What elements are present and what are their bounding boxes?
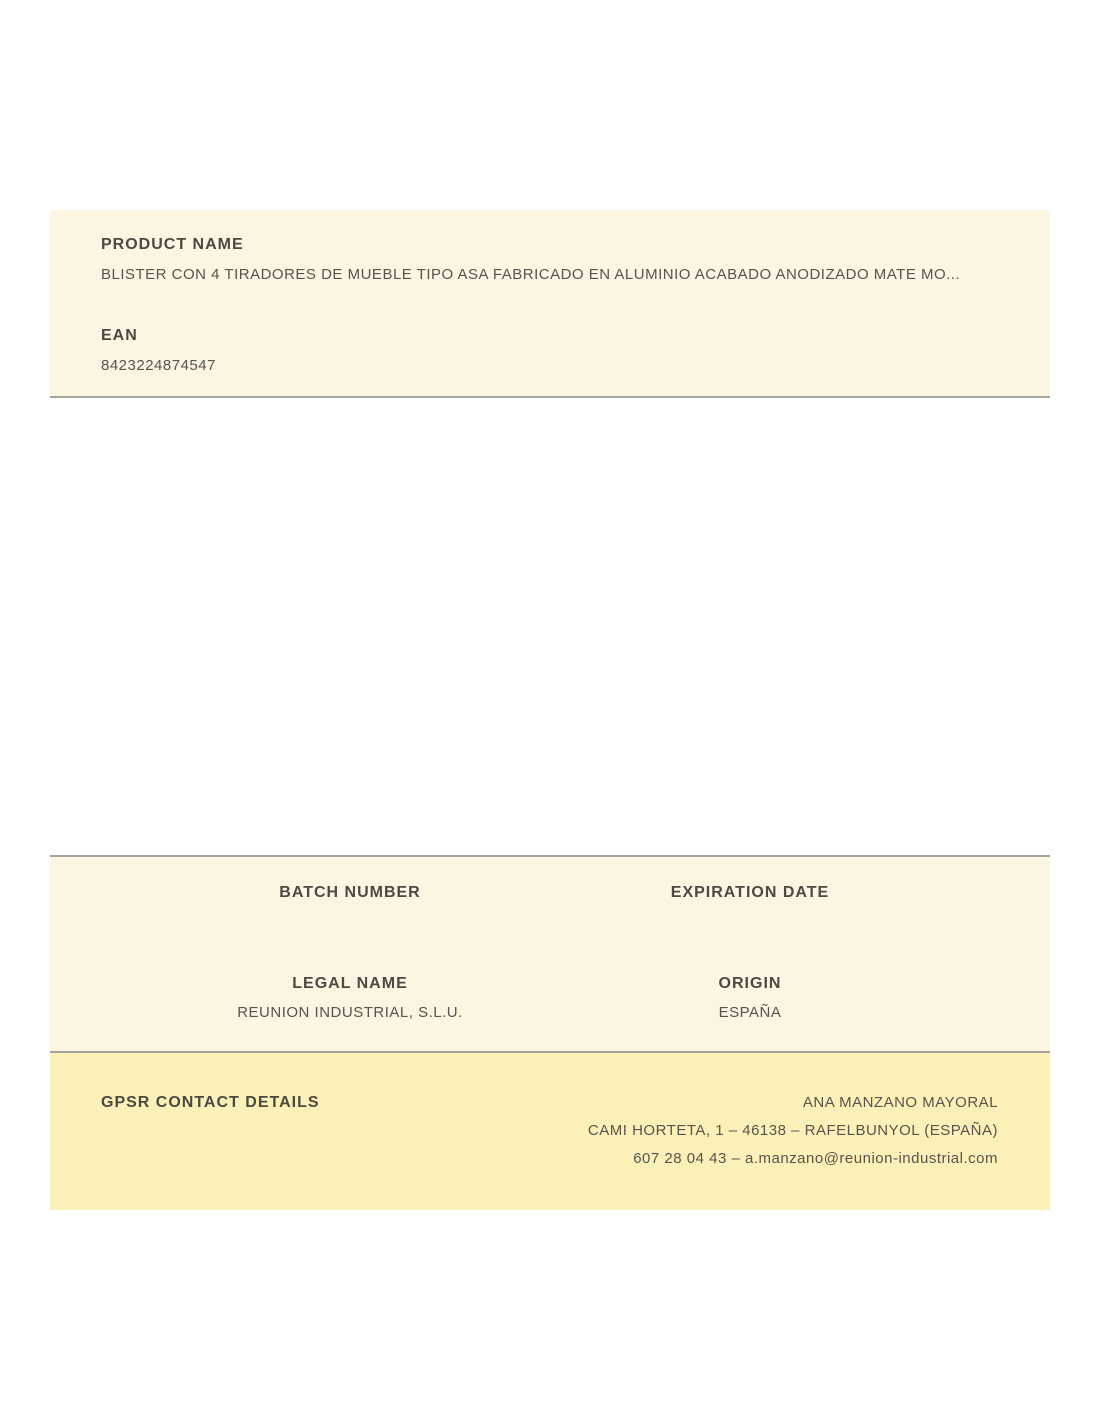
gpsr-section	[50, 1053, 1050, 1210]
batch-number-value	[150, 912, 550, 932]
origin-label: ORIGIN	[718, 975, 782, 992]
legal-name-field	[150, 974, 550, 1023]
gpsr-contact-phone-email: 607 28 04 43 – a.manzano@reunion-industrial.com	[633, 1150, 998, 1167]
ean-field	[101, 326, 1005, 376]
details-grid	[50, 857, 1050, 1023]
gpsr-contact-address: CAMI HORTETA, 1 – 46138 – RAFELBUNYOL (ESPAÑA)	[587, 1122, 998, 1139]
product-name-label: PRODUCT NAME	[101, 236, 244, 253]
gpsr-contact-name: ANA MANZANO MAYORAL	[802, 1094, 998, 1111]
batch-number-label: BATCH NUMBER	[279, 884, 421, 901]
expiration-date-label: EXPIRATION DATE	[670, 884, 830, 901]
details-section	[50, 855, 1050, 1053]
ean-value: 8423224874547	[101, 357, 216, 374]
expiration-date-value	[550, 912, 950, 932]
origin-value: ESPAÑA	[718, 1004, 782, 1021]
legal-name-label: LEGAL NAME	[292, 975, 408, 992]
origin-field	[550, 974, 950, 1023]
gpsr-contact-details-label: GPSR CONTACT DETAILS	[101, 1094, 320, 1111]
batch-number-field	[150, 883, 550, 932]
gpsr-contact-block	[588, 1089, 998, 1173]
expiration-date-field	[550, 883, 950, 932]
legal-name-value: REUNION INDUSTRIAL, S.L.U.	[237, 1004, 463, 1021]
product-name-value: BLISTER CON 4 TIRADORES DE MUEBLE TIPO ASA FABRICADO EN ALUMINIO ACABADO ANODIZADO MATE MO...	[101, 266, 961, 283]
product-section	[50, 210, 1050, 398]
ean-label: EAN	[101, 327, 138, 344]
product-name-field	[101, 235, 1005, 285]
